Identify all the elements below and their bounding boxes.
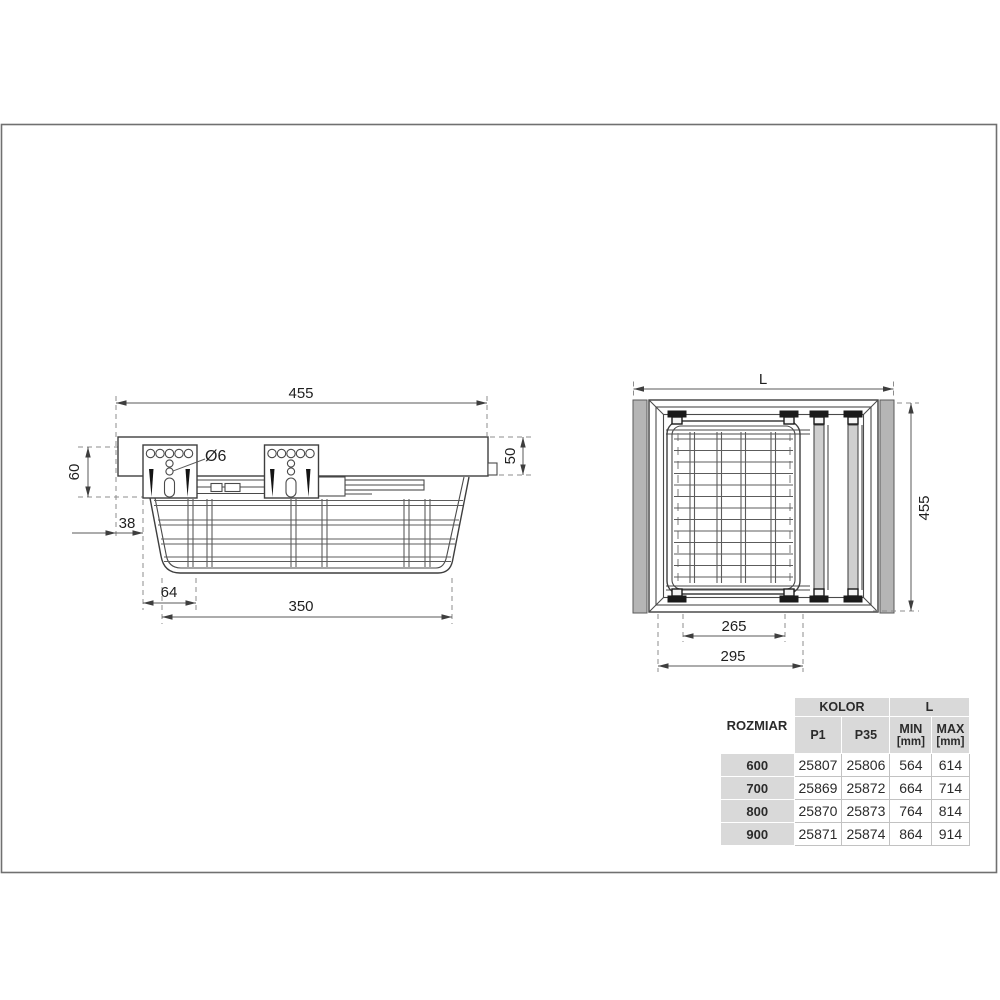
min-label: MIN xyxy=(899,721,923,736)
max-label: MAX xyxy=(936,721,965,736)
table-row xyxy=(721,754,970,777)
min-cell: 564 xyxy=(890,754,932,777)
table-row xyxy=(721,777,970,800)
spec-table xyxy=(720,697,970,846)
cabinet-panel-right xyxy=(880,400,894,613)
p1-code-cell: 25870 xyxy=(794,800,842,823)
dim-inner-span-label: 265 xyxy=(721,618,747,635)
table-row xyxy=(721,800,970,823)
pullout-frame xyxy=(649,400,878,612)
table-col-min xyxy=(890,717,932,754)
table-col-p1: P1 xyxy=(794,717,842,754)
dim-offset-label: 38 xyxy=(118,515,136,532)
side-extension-lines xyxy=(78,396,532,624)
dim-width-label: 455 xyxy=(288,385,314,402)
p1-code-cell: 25807 xyxy=(794,754,842,777)
side-dimension-lines xyxy=(72,400,526,619)
p1-code-cell: 25869 xyxy=(794,777,842,800)
mounting-bracket-left xyxy=(143,445,197,498)
max-unit-label: [mm] xyxy=(936,735,965,748)
max-cell: 614 xyxy=(932,754,969,777)
panel-end-tab xyxy=(488,463,497,475)
dim-basket-length-label: 350 xyxy=(288,598,314,615)
hole-diameter-label: Ø6 xyxy=(205,448,227,465)
dim-left-height-label: 60 xyxy=(66,463,83,481)
max-cell: 814 xyxy=(932,800,969,823)
size-cell: 900 xyxy=(721,823,795,846)
size-cell: 700 xyxy=(721,777,795,800)
table-group-kolor: KOLOR xyxy=(794,698,890,717)
min-cell: 664 xyxy=(890,777,932,800)
min-cell: 864 xyxy=(890,823,932,846)
size-cell: 800 xyxy=(721,800,795,823)
dim-hook-offset-label: 64 xyxy=(160,584,178,601)
dim-outer-span-label: 295 xyxy=(720,648,746,665)
mounting-bracket-right xyxy=(265,445,319,498)
p35-code-cell: 25874 xyxy=(842,823,890,846)
table-row xyxy=(721,823,970,846)
p1-code-cell: 25871 xyxy=(794,823,842,846)
cabinet-panel-left xyxy=(633,400,647,613)
min-cell: 764 xyxy=(890,800,932,823)
table-corner-rozmiar: ROZMIAR xyxy=(721,698,795,754)
top-view xyxy=(633,371,933,672)
max-cell: 714 xyxy=(932,777,969,800)
dim-depth-label: 455 xyxy=(916,495,933,521)
p35-code-cell: 25806 xyxy=(842,754,890,777)
min-unit-label: [mm] xyxy=(896,735,925,748)
table-col-p35: P35 xyxy=(842,717,890,754)
max-cell: 914 xyxy=(932,823,969,846)
dim-length-label: L xyxy=(758,371,768,388)
basket-horizontal-wires xyxy=(154,501,463,562)
dim-right-height-label: 50 xyxy=(502,447,519,465)
size-cell: 600 xyxy=(721,754,795,777)
table-group-l: L xyxy=(890,698,969,717)
table-col-max xyxy=(932,717,969,754)
p35-code-cell: 25873 xyxy=(842,800,890,823)
side-view xyxy=(66,385,532,624)
p35-code-cell: 25872 xyxy=(842,777,890,800)
